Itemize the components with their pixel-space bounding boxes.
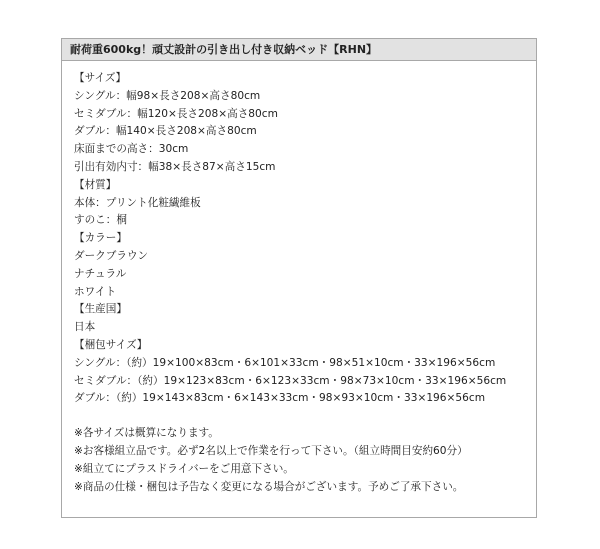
spec-line-color-white: ホワイト <box>74 285 117 298</box>
spec-body <box>62 61 536 496</box>
spec-line-double-size: ダブル：幅140×長さ208×高さ80cm <box>74 125 257 138</box>
spec-line-package-single: シングル：（約）19×100×83cm・6×101×33cm・98×51×10cm・33×196×56cm <box>74 356 496 369</box>
note-spec-change: ※商品の仕様・梱包は予告なく変更になる場合がございます。予めご了承下さい。 <box>74 480 464 493</box>
spec-line-single-size: シングル：幅98×長さ208×高さ80cm <box>74 89 261 102</box>
spec-line-origin: 日本 <box>74 321 96 334</box>
spec-title: 耐荷重600kg！頑丈設計の引き出し付き収納ベッド【RHN】 <box>62 39 536 61</box>
spec-line-semidouble-size: セミダブル：幅120×長さ208×高さ80cm <box>74 107 278 120</box>
spec-line-body-material: 本体：プリント化粧繊維板 <box>74 196 201 209</box>
spec-heading-size: 【サイズ】 <box>74 72 127 84</box>
note-screwdriver: ※組立てにプラスドライバーをご用意下さい。 <box>74 462 294 475</box>
spec-heading-color: 【カラー】 <box>74 232 127 245</box>
spec-line-drawer-inner: 引出有効内寸：幅38×長さ87×高さ15cm <box>74 160 276 173</box>
spec-line-package-semidouble: セミダブル：（約）19×123×83cm・6×123×33cm・98×73×10cm・33×196×56cm <box>74 374 507 387</box>
notes-list <box>74 425 536 496</box>
spec-line-package-double: ダブル：（約）19×143×83cm・6×143×33cm・98×93×10cm・33×196×56cm <box>74 392 486 405</box>
note-approx: ※各サイズは概算になります。 <box>74 427 219 440</box>
note-assembly: ※お客様組立品です。必ず2名以上で作業を行って下さい。（組立時間目安約60分） <box>74 444 468 457</box>
spec-line-color-natural: ナチュラル <box>74 267 127 280</box>
spec-list <box>74 70 536 408</box>
spec-heading-origin: 【生産国】 <box>74 303 127 316</box>
spec-line-slat-material: すのこ：桐 <box>74 214 127 227</box>
product-spec-box <box>61 38 537 518</box>
spec-heading-package: 【梱包サイズ】 <box>74 338 148 351</box>
spec-line-color-darkbrown: ダークブラウン <box>74 249 149 262</box>
spec-heading-material: 【材質】 <box>74 178 117 191</box>
spec-line-floor-height: 床面までの高さ：30cm <box>74 143 189 156</box>
